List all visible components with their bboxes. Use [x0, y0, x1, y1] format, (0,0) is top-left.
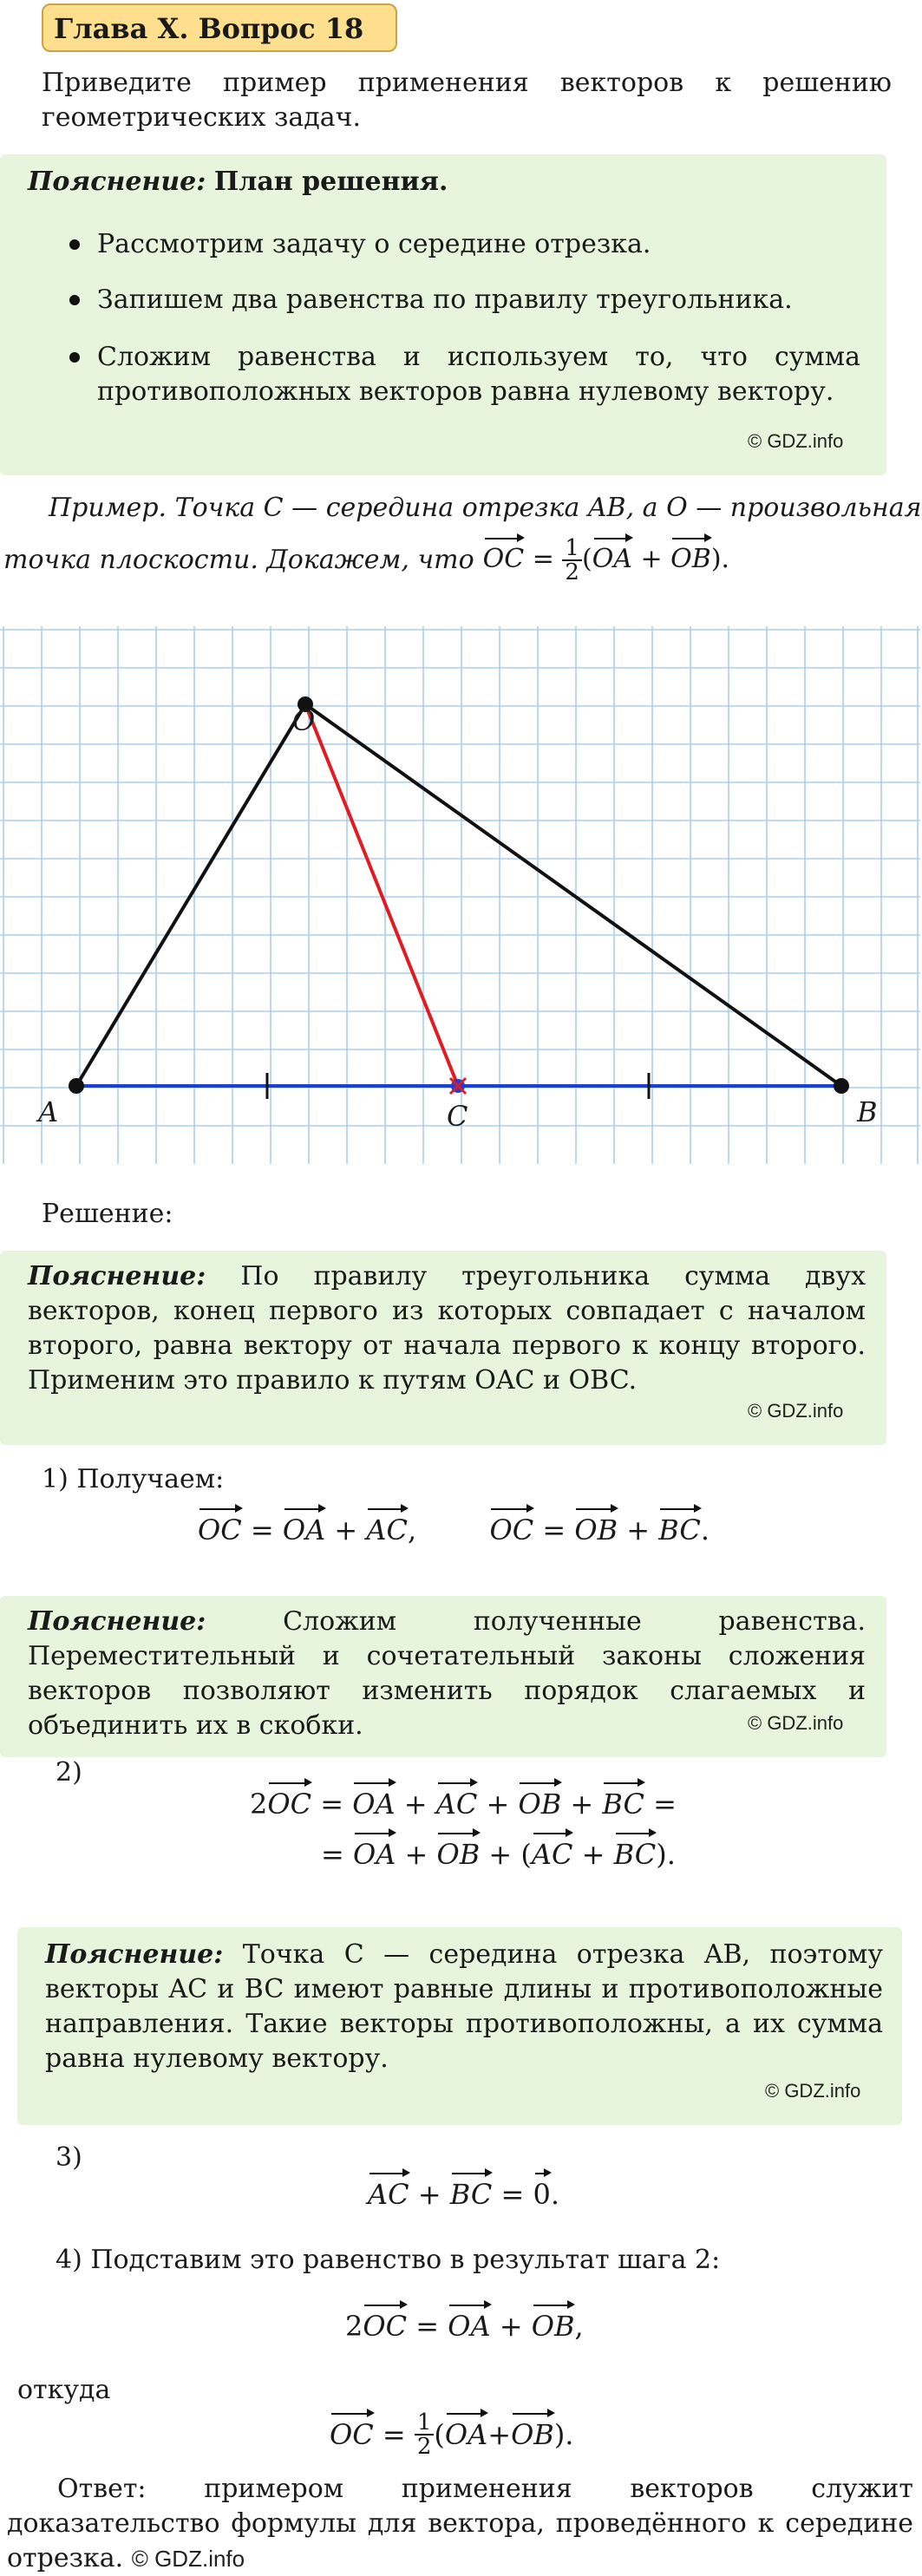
step-4-formula: 2OC = OA + OB, [345, 2307, 584, 2345]
explain-1-text [28, 1259, 866, 1398]
chapter-title-box [42, 3, 397, 52]
median-oc [305, 704, 458, 1086]
explain-3-label: Пояснение: [45, 1939, 224, 1970]
step-3-formula: AC + BC = 0. [368, 2175, 559, 2213]
step-2-label: 2) [56, 1757, 82, 1788]
label-o: O [292, 704, 316, 737]
plan-label: Пояснение: [28, 167, 206, 197]
question-text: Приведите пример применения векторов к решению геометрических задач. [42, 68, 892, 133]
step-1-formula: OC = OA + AC, OC = OB + BC. [198, 1511, 709, 1549]
explain-2-text [28, 1605, 866, 1743]
solution-label: Решение: [42, 1199, 173, 1229]
explain-box-3 [17, 1927, 902, 2125]
whence-label: откуда [17, 2375, 111, 2405]
explain-1-body: По правилу треугольника сумма двух векторов, конец первого из которых совпадает с началом второго, равна вектору от начала первого к концу второго. Применим это правило к путям OAC и OBC. [28, 1261, 866, 1396]
explain-2-label: Пояснение: [28, 1606, 206, 1637]
bullet-icon [69, 352, 80, 363]
bullet-icon [69, 295, 80, 305]
plan-box [0, 154, 886, 475]
step-2-formula-line-2: = OA + OB + (AC + BC). [321, 1835, 676, 1873]
point-b [834, 1078, 849, 1094]
explain-2-copyright: © GDZ.info [748, 1712, 844, 1734]
answer-text [7, 2472, 913, 2576]
plan-title: План решения. [213, 167, 448, 197]
point-a [69, 1078, 84, 1094]
label-c: C [447, 1100, 468, 1133]
plan-item-2: Запишем два равенства по правилу треугольника. [97, 284, 793, 315]
answer-copyright: © GDZ.info [131, 2546, 245, 2572]
plan-item-1: Рассмотрим задачу о середине отрезка. [97, 229, 651, 259]
explain-box-1 [0, 1251, 886, 1445]
label-b: B [857, 1095, 878, 1128]
plan-heading [28, 165, 448, 199]
answer-body: Ответ: примером применения векторов служит доказательство формулы для вектора, проведённого к середине отрезка. [7, 2474, 913, 2573]
label-a: A [38, 1095, 59, 1128]
example-line-1: Пример. Точка C — середина отрезка AB, а O — произвольная [49, 493, 922, 523]
explain-1-label: Пояснение: [28, 1261, 206, 1291]
explain-2-body: Сложим полученные равенства. Переместительный и сочетательный законы сложения векторов позволяют изменить порядок слагаемых и объединить их в скобки. [28, 1606, 866, 1741]
chapter-title: Глава X. Вопрос 18 [54, 12, 364, 45]
plan-item-3: Сложим равенства и используем то, что сумма противоположных векторов равна нулевому вектору. [97, 342, 860, 407]
example-line-2 [3, 536, 729, 585]
explain-3-body: Точка C — середина отрезка AB, поэтому векторы AC и BC имеют равные длины и противоположные направления. Такие векторы противоположны, а их сумма равна нулевому вектору. [45, 1939, 884, 2074]
bullet-icon [69, 239, 80, 250]
formula-oc-half: OC = $\frac{1}{2}$ (OA + OB). [482, 535, 730, 585]
step-1-label: 1) Получаем: [42, 1464, 225, 1494]
explain-1-copyright: © GDZ.info [748, 1400, 844, 1422]
explain-box-2 [0, 1596, 886, 1757]
vector-figure [0, 626, 920, 1164]
step-4-label: 4) Подставим это равенство в результат шага 2: [56, 2245, 721, 2275]
explain-3-text [45, 1938, 883, 2076]
explain-3-copyright: © GDZ.info [765, 2080, 861, 2102]
step-2-formula-line-1: 2OC = OA + AC + OB + BC = [250, 1785, 677, 1823]
plan-copyright: © GDZ.info [748, 430, 844, 452]
example-line-2-text: точка плоскости. Докажем, что [3, 545, 474, 575]
final-formula: OC = $\frac{1}{2}$ ( OA + OB ). [330, 2409, 574, 2460]
step-3-label: 3) [56, 2142, 82, 2173]
